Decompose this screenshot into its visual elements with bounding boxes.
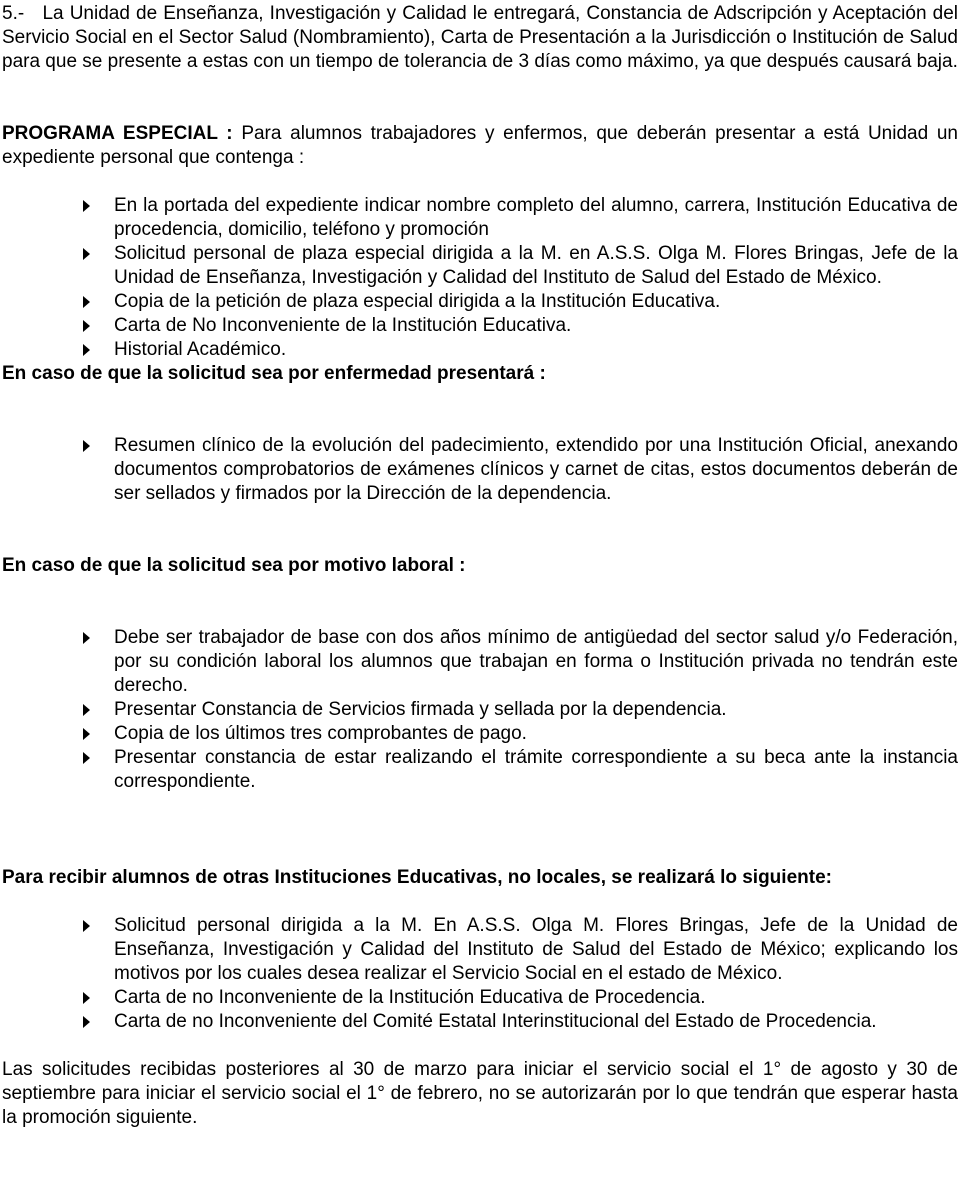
triangle-bullet-icon [83, 920, 90, 932]
programa-especial-text: Para alumnos trabajadores y enfermos, que deberán presentar a está Unidad un expediente personal que contenga : [2, 123, 958, 168]
enfermedad-list [2, 434, 958, 506]
enfermedad-heading: En caso de que la solicitud sea por enfermedad presentará : [2, 363, 546, 384]
programa-especial-label: PROGRAMA ESPECIAL : [2, 123, 233, 144]
triangle-bullet-icon [83, 728, 90, 740]
item-5-paragraph [2, 2, 958, 74]
list-item: Historial Académico. [2, 338, 958, 362]
laboral-heading: En caso de que la solicitud sea por motivo laboral : [2, 555, 466, 576]
list-item: Solicitud personal dirigida a la M. En A.S.S. Olga M. Flores Bringas, Jefe de la Unidad de Enseñanza, Investigación y Calidad del Instituto de Salud del Estado de México; explicando los motivos por los cuales desea realizar el Servicio Social en el estado de México. [2, 914, 958, 986]
triangle-bullet-icon [83, 632, 90, 644]
list-item: Carta de no Inconveniente del Comité Estatal Interinstitucional del Estado de Procedencia. [2, 1010, 958, 1034]
triangle-bullet-icon [83, 320, 90, 332]
triangle-bullet-icon [83, 344, 90, 356]
triangle-bullet-icon [83, 440, 90, 452]
triangle-bullet-icon [83, 248, 90, 260]
list-item: Presentar constancia de estar realizando el trámite correspondiente a su beca ante la instancia correspondiente. [2, 746, 958, 794]
list-item: Copia de los últimos tres comprobantes de pago. [2, 722, 958, 746]
list-item: Copia de la petición de plaza especial dirigida a la Institución Educativa. [2, 290, 958, 314]
document-page [2, 2, 958, 1130]
laboral-list [2, 626, 958, 794]
triangle-bullet-icon [83, 704, 90, 716]
programa-list [2, 194, 958, 362]
triangle-bullet-icon [83, 296, 90, 308]
programa-especial-paragraph [2, 122, 958, 170]
list-item: Presentar Constancia de Servicios firmada y sellada por la dependencia. [2, 698, 958, 722]
triangle-bullet-icon [83, 992, 90, 1004]
triangle-bullet-icon [83, 1016, 90, 1028]
triangle-bullet-icon [83, 752, 90, 764]
list-item: En la portada del expediente indicar nombre completo del alumno, carrera, Institución Educativa de procedencia, domicilio, teléfono y promoción [2, 194, 958, 242]
list-item: Resumen clínico de la evolución del padecimiento, extendido por una Institución Oficial, anexando documentos comprobatorios de exámenes clínicos y carnet de citas, estos documentos deberán de ser sellados y firmados por la Dirección de la dependencia. [2, 434, 958, 506]
list-item: Carta de no Inconveniente de la Institución Educativa de Procedencia. [2, 986, 958, 1010]
list-item: Solicitud personal de plaza especial dirigida a la M. en A.S.S. Olga M. Flores Bringas, Jefe de la Unidad de Enseñanza, Investigación y Calidad del Instituto de Salud del Estado de México. [2, 242, 958, 290]
triangle-bullet-icon [83, 200, 90, 212]
list-item: Debe ser trabajador de base con dos años mínimo de antigüedad del sector salud y/o Federación, por su condición laboral los alumnos que trabajan en forma o Institución privada no tendrán este derecho. [2, 626, 958, 698]
list-item: Carta de No Inconveniente de la Institución Educativa. [2, 314, 958, 338]
closing-paragraph: Las solicitudes recibidas posteriores al 30 de marzo para iniciar el servicio social el 1° de agosto y 30 de septiembre para iniciar el servicio social el 1° de febrero, no se autorizarán por lo que tendrán que esperar hasta la promoción siguiente. [2, 1059, 958, 1128]
item-number: 5.- [2, 3, 25, 24]
otras-instituciones-heading: Para recibir alumnos de otras Instituciones Educativas, no locales, se realizará lo siguiente: [2, 867, 832, 888]
item-5-text: La Unidad de Enseñanza, Investigación y Calidad le entregará, Constancia de Adscripción y Aceptación del Servicio Social en el Sector Salud (Nombramiento), Carta de Presentación a la Jurisdicción o Institución de Salud para que se presente a estas con un tiempo de tolerancia de 3 días como máximo, ya que después causará baja. [2, 3, 958, 72]
otras-list [2, 914, 958, 1034]
